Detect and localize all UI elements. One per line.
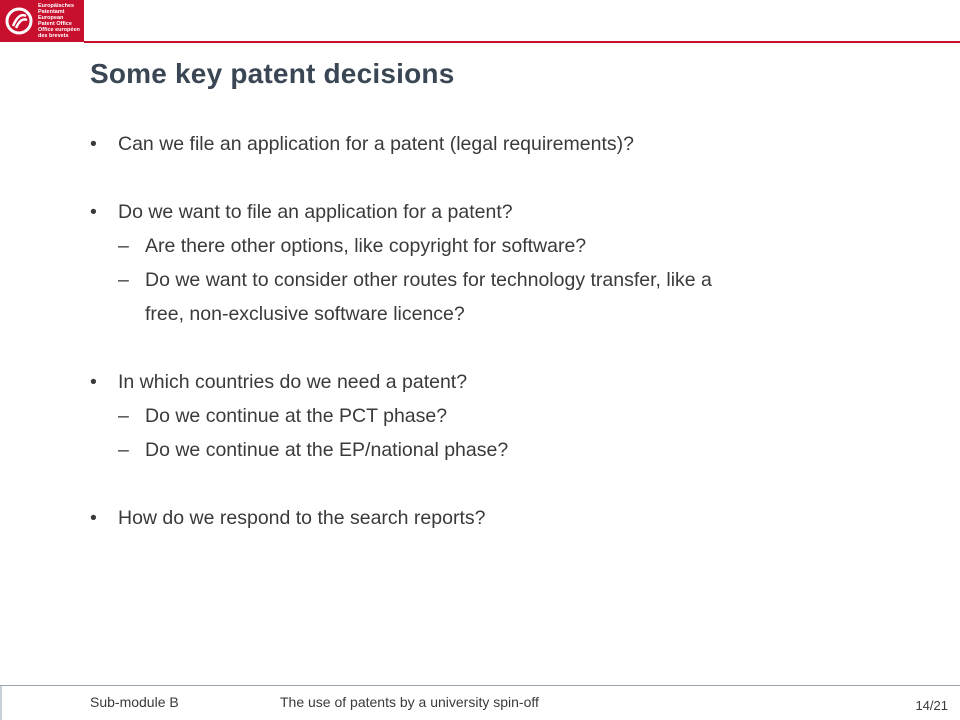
slide-title: Some key patent decisions: [90, 58, 455, 89]
sub-bullet-mark: –: [118, 269, 129, 291]
sub-bullet-mark: –: [118, 405, 129, 427]
sub-bullet-item: [90, 263, 890, 297]
epo-logo-icon: [0, 0, 38, 42]
bullet-text: In which countries do we need a patent?: [118, 371, 468, 393]
bullet-item: [90, 195, 890, 229]
sub-bullet-continuation: [90, 297, 890, 331]
epo-logo-text: Europäisches Patentamt European Patent Office Office européen des brevets: [38, 3, 80, 39]
bullet-item: [90, 365, 890, 399]
bullet-mark: •: [90, 371, 97, 393]
sub-bullet-text: Do we continue at the EP/national phase?: [145, 439, 509, 461]
footer-left-bar: [0, 686, 2, 720]
sub-bullet-text: Do we want to consider other routes for technology transfer, like a: [145, 269, 712, 291]
sub-bullet-item: [90, 229, 890, 263]
sub-bullet-item: [90, 399, 890, 433]
footer-title: The use of patents by a university spin-off: [280, 694, 539, 710]
sub-bullet-mark: –: [118, 439, 129, 461]
footer-module: Sub-module B: [90, 694, 179, 710]
slide-footer: [0, 685, 960, 720]
bullet-text: How do we respond to the search reports?: [118, 507, 486, 529]
bullet-item: [90, 501, 890, 535]
bullet-text: Do we want to file an application for a patent?: [118, 201, 513, 223]
page-number: 14/21: [915, 698, 948, 713]
bullet-item: [90, 127, 890, 161]
bullet-text: Can we file an application for a patent (legal requirements)?: [118, 133, 634, 155]
bullet-mark: •: [90, 507, 97, 529]
header-rule: [84, 41, 960, 43]
bullet-mark: •: [90, 201, 97, 223]
sub-bullet-text: Do we continue at the PCT phase?: [145, 405, 448, 427]
sub-bullet-item: [90, 433, 890, 467]
slide-content: [90, 127, 890, 535]
sub-bullet-mark: –: [118, 235, 129, 257]
sub-bullet-text: Are there other options, like copyright for software?: [145, 235, 587, 257]
sub-bullet-text: free, non-exclusive software licence?: [145, 303, 465, 325]
epo-logo: [0, 0, 84, 42]
bullet-mark: •: [90, 133, 97, 155]
